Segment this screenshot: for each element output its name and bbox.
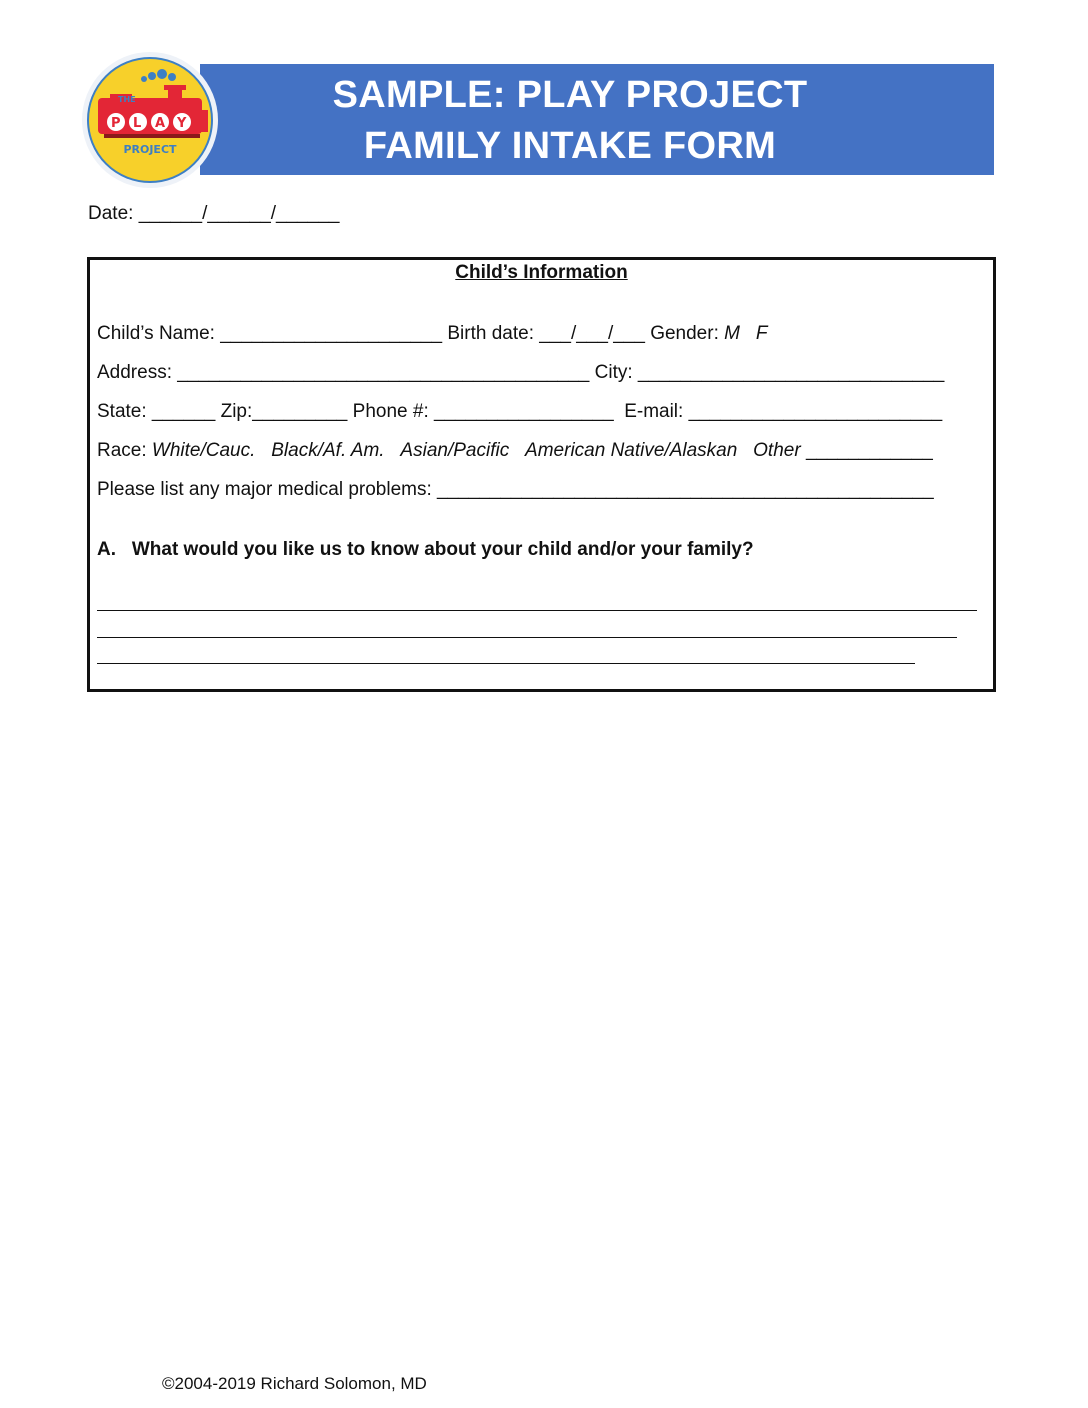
logo-letter-p: P [111,116,121,131]
logo-letter-a: A [155,116,166,131]
medical-problems-row[interactable]: Please list any major medical problems: _______________________________________________ [97,479,934,500]
child-info-title: Child’s Information [455,262,628,283]
form-title-line-2: FAMILY INTAKE FORM [363,125,777,167]
question-a: A. What would you like us to know about your child and/or your family? [97,539,754,560]
answer-line-3[interactable] [97,663,915,664]
race-option-other[interactable]: Other [753,440,801,461]
race-option-black[interactable]: Black/Af. Am. [271,440,385,461]
race-option-asian[interactable]: Asian/Pacific [400,440,510,461]
gender-option-m[interactable]: M [724,323,740,344]
child-name-row [97,323,767,345]
answer-line-2[interactable] [97,637,957,638]
race-option-white[interactable]: White/Cauc. [151,440,256,461]
play-project-logo [80,50,220,190]
state-zip-phone-email-row[interactable]: State: ______ Zip:_________ Phone #: _________________ E-mail: ________________________ [97,401,943,422]
answer-line-1[interactable] [97,610,977,611]
logo-letter-y: Y [177,116,187,131]
race-option-native[interactable]: American Native/Alaskan [525,440,738,461]
logo-word-the: THE [118,95,136,104]
logo-letter-l: L [133,116,142,131]
address-city-row[interactable]: Address: _______________________________________ City: _____________________________ [97,362,945,383]
race-other-blank[interactable]: ____________ [800,440,933,461]
date-field[interactable]: Date: ______/______/______ [88,203,340,224]
race-row [97,440,933,462]
copyright-footer: ©2004-2019 Richard Solomon, MD [162,1374,427,1393]
logo-word-project: PROJECT [123,143,177,156]
child-name-birthdate-fields[interactable]: Child’s Name: _____________________ Birth date: ___/___/___ Gender: [97,323,719,344]
gender-option-f[interactable]: F [755,323,768,344]
race-label: Race: [97,440,147,461]
form-title-line-1: SAMPLE: PLAY PROJECT [332,74,808,116]
